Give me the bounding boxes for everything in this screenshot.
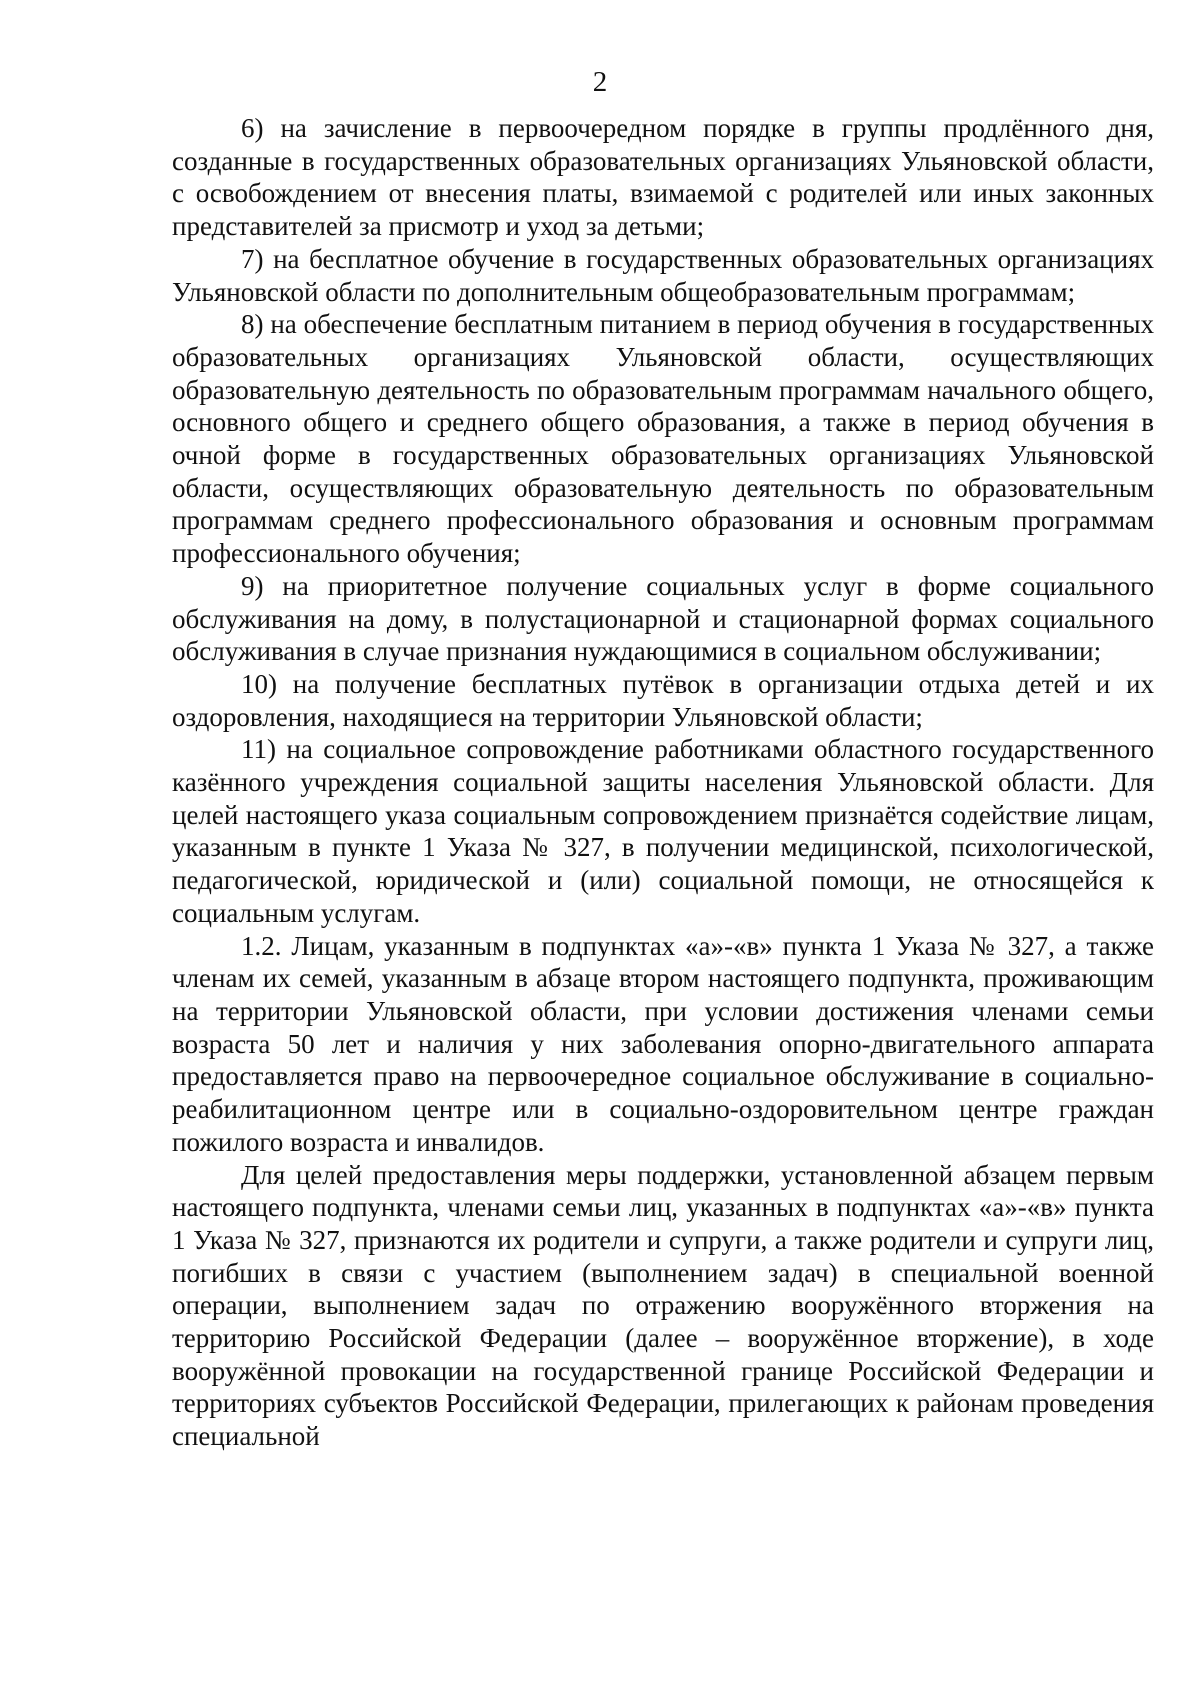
paragraph-item-10: 10) на получение бесплатных путёвок в организации отдыха детей и их оздоровления, находящиеся на территории Ульяновской области;: [172, 668, 1154, 732]
paragraph-item-11: 11) на социальное сопровождение работниками областного государственного казённого учреждения социальной защиты населения Ульяновской области. Для целей настоящего указа социальным сопровождением признаётся содействие лицам, указанным в пункте 1 Указа № 327, в получении медицинской, психологической, педагогической, юридической и (или) социальной помощи, не относящейся к социальным услугам.: [172, 734, 1154, 928]
paragraph-item-7: 7) на бесплатное обучение в государственных образовательных организациях Ульяновской области по дополнительным общеобразовательным программам;: [172, 243, 1154, 307]
paragraph-item-8: 8) на обеспечение бесплатным питанием в период обучения в государственных образовательных организациях Ульяновской области, осуществляющих образовательную деятельность по образовательным программам начального общего, основного общего и среднего общего образования, а также в период обучения в очной форме в государственных образовательных организациях Ульяновской области, осуществляющих образовательную деятельность по образовательным программам среднего профессионального образования и основным программам профессионального обучения;: [172, 309, 1154, 569]
paragraph-clause-1-2: 1.2. Лицам, указанным в подпунктах «а»-«в» пункта 1 Указа № 327, а также членам их семей, указанным в абзаце втором настоящего подпункта, проживающим на территории Ульяновской области, при условии достижения членами семьи возраста 50 лет и наличия у них заболевания опорно-двигательного аппарата предоставляется право на первоочередное социальное обслуживание в социально-реабилитационном центре или в социально-оздоровительном центре граждан пожилого возраста и инвалидов.: [172, 930, 1154, 1157]
paragraph-family-members-definition: Для целей предоставления меры поддержки, установленной абзацем первым настоящего подпункта, членами семьи лиц, указанных в подпунктах «а»-«в» пункта 1 Указа № 327, признаются их родители и супруги, а также родители и супруги лиц, погибших в связи с участием (выполнением задач) в специальной военной операции, выполнением задач по отражению вооружённого вторжения на территорию Российской Федерации (далее – вооружённое вторжение), в ходе вооружённой провокации на государственной границе Российской Федерации и территориях субъектов Российской Федерации, прилегающих к районам проведения специальной: [172, 1159, 1154, 1452]
paragraph-item-9: 9) на приоритетное получение социальных услуг в форме социального обслуживания на дому, в полустационарной и стационарной формах социального обслуживания в случае признания нуждающимися в социальном обслуживании;: [172, 570, 1154, 667]
document-body: [172, 112, 1154, 1453]
page-number: 2: [592, 66, 608, 98]
paragraph-item-6: 6) на зачисление в первоочередном порядке в группы продлённого дня, созданные в государственных образовательных организациях Ульяновской области, с освобождением от внесения платы, взимаемой с родителей или иных законных представителей за присмотр и уход за детьми;: [172, 113, 1154, 242]
